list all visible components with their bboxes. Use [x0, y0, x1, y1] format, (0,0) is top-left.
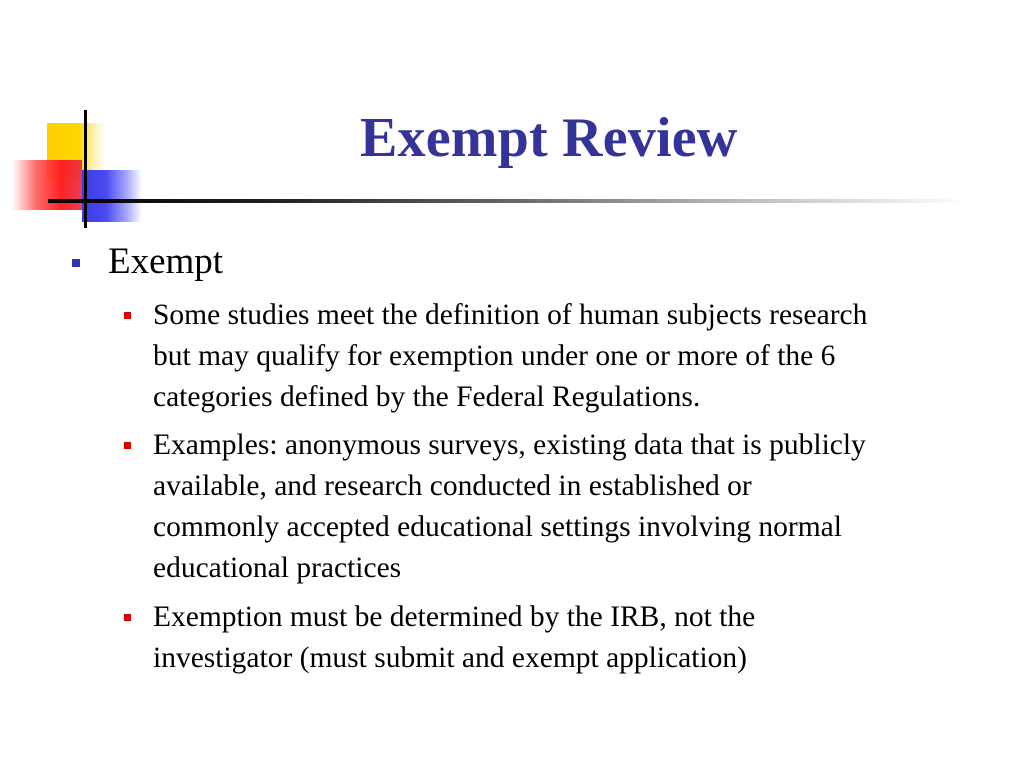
text-line: investigator (must submit and exempt application) [153, 642, 747, 674]
sub-bullet-text [153, 597, 993, 679]
bullet-square-icon [72, 259, 80, 267]
vertical-rule [84, 110, 87, 228]
text-line: Examples: anonymous surveys, existing data that is publicly [153, 429, 866, 461]
text-line: educational practices [153, 552, 402, 584]
sub-bullet-text [153, 425, 993, 589]
sub-bullet-square-icon [124, 614, 131, 621]
bullet-text-exempt: Exempt [108, 241, 224, 282]
blue-square [82, 170, 142, 222]
text-line: available, and research conducted in established or [153, 470, 752, 502]
title-underline-rule [48, 199, 968, 203]
decorative-squares-logo [0, 0, 160, 240]
text-line: categories defined by the Federal Regulations. [153, 381, 701, 413]
text-line: Some studies meet the definition of human subjects research [153, 299, 868, 331]
slide-title: Exempt Review [360, 107, 738, 169]
text-line: commonly accepted educational settings involving normal [153, 511, 842, 543]
sub-bullet-square-icon [124, 442, 131, 449]
sub-bullet-square-icon [124, 312, 131, 319]
text-line: Exemption must be determined by the IRB, not the [153, 601, 756, 633]
text-line: but may qualify for exemption under one or more of the 6 [153, 340, 836, 372]
sub-bullet-text [153, 295, 993, 418]
